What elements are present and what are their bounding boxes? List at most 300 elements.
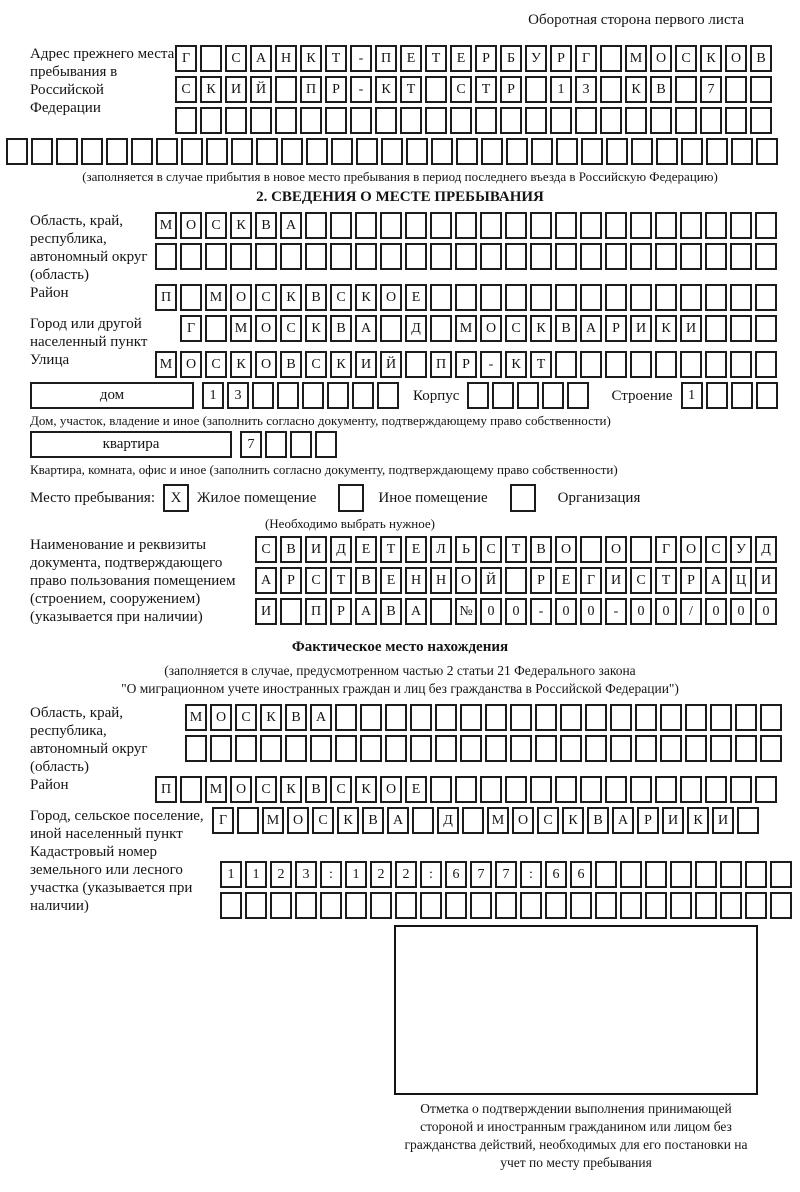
- char-cell[interactable]: [460, 735, 482, 762]
- char-cell[interactable]: Т: [475, 76, 497, 103]
- char-cell[interactable]: [260, 735, 282, 762]
- char-cell[interactable]: [355, 243, 377, 270]
- char-cell[interactable]: Й: [250, 76, 272, 103]
- char-cell[interactable]: [131, 138, 153, 165]
- char-cell[interactable]: С: [305, 351, 327, 378]
- char-cell[interactable]: В: [280, 536, 302, 563]
- char-cell[interactable]: [606, 138, 628, 165]
- char-cell[interactable]: В: [362, 807, 384, 834]
- char-cell[interactable]: С: [235, 704, 257, 731]
- char-cell[interactable]: [285, 735, 307, 762]
- char-cell[interactable]: [181, 138, 203, 165]
- char-cell[interactable]: [185, 735, 207, 762]
- char-cell[interactable]: С: [225, 45, 247, 72]
- char-cell[interactable]: Р: [330, 598, 352, 625]
- char-cell[interactable]: Р: [680, 567, 702, 594]
- char-cell[interactable]: [630, 212, 652, 239]
- char-cell[interactable]: [431, 138, 453, 165]
- char-cell[interactable]: О: [555, 536, 577, 563]
- char-cell[interactable]: [290, 431, 312, 458]
- char-cell[interactable]: 6: [445, 861, 467, 888]
- char-cell[interactable]: [670, 892, 692, 919]
- char-cell[interactable]: Е: [405, 284, 427, 311]
- char-cell[interactable]: [610, 704, 632, 731]
- char-cell[interactable]: [330, 212, 352, 239]
- char-cell[interactable]: К: [300, 45, 322, 72]
- char-cell[interactable]: А: [355, 315, 377, 342]
- char-cell[interactable]: О: [605, 536, 627, 563]
- char-cell[interactable]: [302, 382, 324, 409]
- char-cell[interactable]: [370, 892, 392, 919]
- char-cell[interactable]: [425, 76, 447, 103]
- char-cell[interactable]: [655, 243, 677, 270]
- char-cell[interactable]: И: [662, 807, 684, 834]
- char-cell[interactable]: [580, 212, 602, 239]
- char-cell[interactable]: [475, 107, 497, 134]
- char-cell[interactable]: Д: [330, 536, 352, 563]
- char-cell[interactable]: [542, 382, 564, 409]
- char-cell[interactable]: [245, 892, 267, 919]
- char-cell[interactable]: [735, 735, 757, 762]
- char-cell[interactable]: [706, 382, 728, 409]
- char-cell[interactable]: :: [420, 861, 442, 888]
- char-cell[interactable]: 0: [655, 598, 677, 625]
- char-cell[interactable]: [600, 107, 622, 134]
- char-cell[interactable]: С: [255, 536, 277, 563]
- char-cell[interactable]: [156, 138, 178, 165]
- char-cell[interactable]: О: [512, 807, 534, 834]
- char-cell[interactable]: [395, 892, 417, 919]
- char-cell[interactable]: [725, 107, 747, 134]
- char-cell[interactable]: [605, 212, 627, 239]
- char-cell[interactable]: Т: [505, 536, 527, 563]
- char-cell[interactable]: В: [587, 807, 609, 834]
- char-cell[interactable]: Г: [180, 315, 202, 342]
- char-cell[interactable]: 3: [575, 76, 597, 103]
- char-cell[interactable]: [205, 243, 227, 270]
- char-cell[interactable]: Е: [450, 45, 472, 72]
- char-cell[interactable]: [405, 212, 427, 239]
- char-cell[interactable]: [555, 284, 577, 311]
- char-cell[interactable]: Г: [575, 45, 597, 72]
- char-cell[interactable]: 7: [700, 76, 722, 103]
- char-cell[interactable]: [610, 735, 632, 762]
- char-cell[interactable]: [755, 243, 777, 270]
- char-cell[interactable]: В: [650, 76, 672, 103]
- char-cell[interactable]: [485, 704, 507, 731]
- char-cell[interactable]: К: [625, 76, 647, 103]
- char-cell[interactable]: 1: [345, 861, 367, 888]
- char-cell[interactable]: [535, 704, 557, 731]
- char-cell[interactable]: П: [430, 351, 452, 378]
- char-cell[interactable]: Р: [530, 567, 552, 594]
- char-cell[interactable]: К: [355, 776, 377, 803]
- char-cell[interactable]: [730, 243, 752, 270]
- char-cell[interactable]: П: [305, 598, 327, 625]
- char-cell[interactable]: [485, 735, 507, 762]
- char-cell[interactable]: [331, 138, 353, 165]
- char-cell[interactable]: -: [480, 351, 502, 378]
- char-cell[interactable]: [330, 243, 352, 270]
- char-cell[interactable]: О: [650, 45, 672, 72]
- char-cell[interactable]: [375, 107, 397, 134]
- char-cell[interactable]: [705, 315, 727, 342]
- char-cell[interactable]: [570, 892, 592, 919]
- char-cell[interactable]: [675, 76, 697, 103]
- char-cell[interactable]: [735, 704, 757, 731]
- char-cell[interactable]: [556, 138, 578, 165]
- char-cell[interactable]: Р: [500, 76, 522, 103]
- char-cell[interactable]: [580, 351, 602, 378]
- char-cell[interactable]: [645, 861, 667, 888]
- char-cell[interactable]: М: [487, 807, 509, 834]
- char-cell[interactable]: П: [155, 284, 177, 311]
- char-cell[interactable]: Е: [380, 567, 402, 594]
- char-cell[interactable]: [480, 212, 502, 239]
- char-cell[interactable]: [205, 315, 227, 342]
- char-cell[interactable]: [460, 704, 482, 731]
- char-cell[interactable]: [635, 735, 657, 762]
- char-cell[interactable]: [580, 243, 602, 270]
- char-cell[interactable]: [755, 776, 777, 803]
- char-cell[interactable]: М: [205, 776, 227, 803]
- char-cell[interactable]: [315, 431, 337, 458]
- char-cell[interactable]: С: [330, 776, 352, 803]
- char-cell[interactable]: [595, 861, 617, 888]
- char-cell[interactable]: -: [530, 598, 552, 625]
- char-cell[interactable]: [430, 776, 452, 803]
- char-cell[interactable]: [756, 138, 778, 165]
- char-cell[interactable]: [656, 138, 678, 165]
- char-cell[interactable]: О: [255, 315, 277, 342]
- stay-type-checkbox-other-premises[interactable]: [338, 484, 364, 512]
- char-cell[interactable]: И: [605, 567, 627, 594]
- char-cell[interactable]: Т: [655, 567, 677, 594]
- char-cell[interactable]: [252, 382, 274, 409]
- char-cell[interactable]: [355, 212, 377, 239]
- char-cell[interactable]: С: [280, 315, 302, 342]
- char-cell[interactable]: К: [280, 776, 302, 803]
- char-cell[interactable]: [180, 776, 202, 803]
- char-cell[interactable]: [530, 284, 552, 311]
- char-cell[interactable]: [705, 351, 727, 378]
- char-cell[interactable]: [492, 382, 514, 409]
- char-cell[interactable]: [630, 351, 652, 378]
- char-cell[interactable]: [705, 243, 727, 270]
- char-cell[interactable]: [81, 138, 103, 165]
- char-cell[interactable]: [250, 107, 272, 134]
- char-cell[interactable]: -: [350, 45, 372, 72]
- char-cell[interactable]: /: [680, 598, 702, 625]
- char-cell[interactable]: С: [175, 76, 197, 103]
- char-cell[interactable]: [320, 892, 342, 919]
- char-cell[interactable]: И: [355, 351, 377, 378]
- char-cell[interactable]: [430, 212, 452, 239]
- char-cell[interactable]: 1: [245, 861, 267, 888]
- char-cell[interactable]: [180, 284, 202, 311]
- char-cell[interactable]: Ц: [730, 567, 752, 594]
- char-cell[interactable]: [435, 735, 457, 762]
- char-cell[interactable]: [655, 351, 677, 378]
- char-cell[interactable]: К: [530, 315, 552, 342]
- char-cell[interactable]: В: [305, 284, 327, 311]
- char-cell[interactable]: 0: [580, 598, 602, 625]
- char-cell[interactable]: [520, 892, 542, 919]
- char-cell[interactable]: Т: [425, 45, 447, 72]
- char-cell[interactable]: Ь: [455, 536, 477, 563]
- char-cell[interactable]: Е: [405, 776, 427, 803]
- char-cell[interactable]: [405, 243, 427, 270]
- char-cell[interactable]: К: [375, 76, 397, 103]
- char-cell[interactable]: С: [205, 351, 227, 378]
- char-cell[interactable]: С: [450, 76, 472, 103]
- char-cell[interactable]: О: [380, 776, 402, 803]
- char-cell[interactable]: С: [537, 807, 559, 834]
- char-cell[interactable]: [206, 138, 228, 165]
- char-cell[interactable]: 6: [570, 861, 592, 888]
- char-cell[interactable]: [350, 107, 372, 134]
- char-cell[interactable]: [180, 243, 202, 270]
- char-cell[interactable]: Р: [605, 315, 627, 342]
- char-cell[interactable]: [360, 704, 382, 731]
- char-cell[interactable]: У: [730, 536, 752, 563]
- char-cell[interactable]: С: [205, 212, 227, 239]
- char-cell[interactable]: [377, 382, 399, 409]
- char-cell[interactable]: Р: [475, 45, 497, 72]
- char-cell[interactable]: В: [355, 567, 377, 594]
- char-cell[interactable]: 7: [470, 861, 492, 888]
- char-cell[interactable]: [275, 107, 297, 134]
- char-cell[interactable]: [400, 107, 422, 134]
- char-cell[interactable]: [327, 382, 349, 409]
- char-cell[interactable]: [605, 284, 627, 311]
- char-cell[interactable]: С: [312, 807, 334, 834]
- char-cell[interactable]: С: [255, 284, 277, 311]
- char-cell[interactable]: [256, 138, 278, 165]
- char-cell[interactable]: Й: [380, 351, 402, 378]
- char-cell[interactable]: [675, 107, 697, 134]
- char-cell[interactable]: [510, 704, 532, 731]
- char-cell[interactable]: [481, 138, 503, 165]
- char-cell[interactable]: [760, 735, 782, 762]
- char-cell[interactable]: 0: [630, 598, 652, 625]
- char-cell[interactable]: 1: [550, 76, 572, 103]
- char-cell[interactable]: [280, 243, 302, 270]
- char-cell[interactable]: [306, 138, 328, 165]
- char-cell[interactable]: [445, 892, 467, 919]
- char-cell[interactable]: [380, 315, 402, 342]
- char-cell[interactable]: В: [380, 598, 402, 625]
- char-cell[interactable]: [295, 892, 317, 919]
- char-cell[interactable]: М: [205, 284, 227, 311]
- char-cell[interactable]: [567, 382, 589, 409]
- char-cell[interactable]: И: [630, 315, 652, 342]
- char-cell[interactable]: Г: [212, 807, 234, 834]
- char-cell[interactable]: 7: [240, 431, 262, 458]
- char-cell[interactable]: К: [655, 315, 677, 342]
- char-cell[interactable]: [625, 107, 647, 134]
- char-cell[interactable]: К: [562, 807, 584, 834]
- char-cell[interactable]: [600, 45, 622, 72]
- char-cell[interactable]: О: [480, 315, 502, 342]
- char-cell[interactable]: [631, 138, 653, 165]
- char-cell[interactable]: Н: [275, 45, 297, 72]
- char-cell[interactable]: 2: [395, 861, 417, 888]
- char-cell[interactable]: [531, 138, 553, 165]
- char-cell[interactable]: [360, 735, 382, 762]
- char-cell[interactable]: [310, 735, 332, 762]
- char-cell[interactable]: А: [355, 598, 377, 625]
- char-cell[interactable]: И: [755, 567, 777, 594]
- char-cell[interactable]: Д: [437, 807, 459, 834]
- char-cell[interactable]: Р: [637, 807, 659, 834]
- char-cell[interactable]: [456, 138, 478, 165]
- char-cell[interactable]: [6, 138, 28, 165]
- char-cell[interactable]: Г: [580, 567, 602, 594]
- char-cell[interactable]: [352, 382, 374, 409]
- char-cell[interactable]: К: [230, 351, 252, 378]
- char-cell[interactable]: 0: [505, 598, 527, 625]
- char-cell[interactable]: [385, 704, 407, 731]
- char-cell[interactable]: О: [255, 351, 277, 378]
- char-cell[interactable]: А: [387, 807, 409, 834]
- char-cell[interactable]: [335, 704, 357, 731]
- char-cell[interactable]: [455, 776, 477, 803]
- char-cell[interactable]: [585, 735, 607, 762]
- char-cell[interactable]: [210, 735, 232, 762]
- char-cell[interactable]: [760, 704, 782, 731]
- char-cell[interactable]: 0: [755, 598, 777, 625]
- char-cell[interactable]: [620, 861, 642, 888]
- char-cell[interactable]: М: [155, 351, 177, 378]
- char-cell[interactable]: [545, 892, 567, 919]
- char-cell[interactable]: [585, 704, 607, 731]
- char-cell[interactable]: [155, 243, 177, 270]
- char-cell[interactable]: [555, 776, 577, 803]
- char-cell[interactable]: П: [300, 76, 322, 103]
- char-cell[interactable]: У: [525, 45, 547, 72]
- char-cell[interactable]: [325, 107, 347, 134]
- char-cell[interactable]: [660, 704, 682, 731]
- char-cell[interactable]: А: [250, 45, 272, 72]
- char-cell[interactable]: [705, 776, 727, 803]
- char-cell[interactable]: [720, 861, 742, 888]
- char-cell[interactable]: [265, 431, 287, 458]
- char-cell[interactable]: :: [520, 861, 542, 888]
- char-cell[interactable]: 1: [681, 382, 703, 409]
- char-cell[interactable]: 1: [220, 861, 242, 888]
- char-cell[interactable]: В: [305, 776, 327, 803]
- char-cell[interactable]: [430, 284, 452, 311]
- char-cell[interactable]: О: [210, 704, 232, 731]
- char-cell[interactable]: [655, 776, 677, 803]
- char-cell[interactable]: [600, 76, 622, 103]
- char-cell[interactable]: О: [725, 45, 747, 72]
- char-cell[interactable]: О: [380, 284, 402, 311]
- char-cell[interactable]: [430, 315, 452, 342]
- char-cell[interactable]: В: [285, 704, 307, 731]
- char-cell[interactable]: И: [680, 315, 702, 342]
- char-cell[interactable]: 2: [270, 861, 292, 888]
- char-cell[interactable]: [681, 138, 703, 165]
- char-cell[interactable]: [505, 243, 527, 270]
- char-cell[interactable]: [517, 382, 539, 409]
- char-cell[interactable]: [455, 284, 477, 311]
- char-cell[interactable]: [650, 107, 672, 134]
- char-cell[interactable]: [300, 107, 322, 134]
- char-cell[interactable]: [506, 138, 528, 165]
- char-cell[interactable]: М: [230, 315, 252, 342]
- char-cell[interactable]: [575, 107, 597, 134]
- char-cell[interactable]: [655, 284, 677, 311]
- char-cell[interactable]: [755, 284, 777, 311]
- char-cell[interactable]: И: [712, 807, 734, 834]
- char-cell[interactable]: [731, 138, 753, 165]
- char-cell[interactable]: [555, 351, 577, 378]
- char-cell[interactable]: А: [705, 567, 727, 594]
- char-cell[interactable]: [620, 892, 642, 919]
- char-cell[interactable]: [755, 212, 777, 239]
- char-cell[interactable]: [630, 243, 652, 270]
- char-cell[interactable]: Е: [355, 536, 377, 563]
- char-cell[interactable]: [756, 382, 778, 409]
- char-cell[interactable]: [630, 776, 652, 803]
- char-cell[interactable]: [680, 776, 702, 803]
- char-cell[interactable]: [730, 315, 752, 342]
- char-cell[interactable]: [770, 861, 792, 888]
- char-cell[interactable]: [737, 807, 759, 834]
- char-cell[interactable]: [406, 138, 428, 165]
- char-cell[interactable]: М: [262, 807, 284, 834]
- char-cell[interactable]: [385, 735, 407, 762]
- char-cell[interactable]: [450, 107, 472, 134]
- char-cell[interactable]: В: [255, 212, 277, 239]
- char-cell[interactable]: [580, 776, 602, 803]
- char-cell[interactable]: [685, 735, 707, 762]
- char-cell[interactable]: [680, 284, 702, 311]
- char-cell[interactable]: 1: [202, 382, 224, 409]
- char-cell[interactable]: [410, 735, 432, 762]
- char-cell[interactable]: [495, 892, 517, 919]
- char-cell[interactable]: [750, 76, 772, 103]
- char-cell[interactable]: [706, 138, 728, 165]
- char-cell[interactable]: [480, 776, 502, 803]
- char-cell[interactable]: [525, 76, 547, 103]
- char-cell[interactable]: В: [555, 315, 577, 342]
- char-cell[interactable]: [710, 735, 732, 762]
- char-cell[interactable]: [525, 107, 547, 134]
- char-cell[interactable]: К: [700, 45, 722, 72]
- char-cell[interactable]: -: [350, 76, 372, 103]
- char-cell[interactable]: К: [330, 351, 352, 378]
- char-cell[interactable]: К: [337, 807, 359, 834]
- char-cell[interactable]: [405, 351, 427, 378]
- char-cell[interactable]: [335, 735, 357, 762]
- char-cell[interactable]: [605, 776, 627, 803]
- char-cell[interactable]: [455, 243, 477, 270]
- char-cell[interactable]: [281, 138, 303, 165]
- char-cell[interactable]: Р: [550, 45, 572, 72]
- char-cell[interactable]: [745, 892, 767, 919]
- char-cell[interactable]: Е: [405, 536, 427, 563]
- char-cell[interactable]: В: [280, 351, 302, 378]
- char-cell[interactable]: Т: [400, 76, 422, 103]
- char-cell[interactable]: [560, 704, 582, 731]
- char-cell[interactable]: Р: [325, 76, 347, 103]
- char-cell[interactable]: [730, 212, 752, 239]
- char-cell[interactable]: [730, 351, 752, 378]
- char-cell[interactable]: :: [320, 861, 342, 888]
